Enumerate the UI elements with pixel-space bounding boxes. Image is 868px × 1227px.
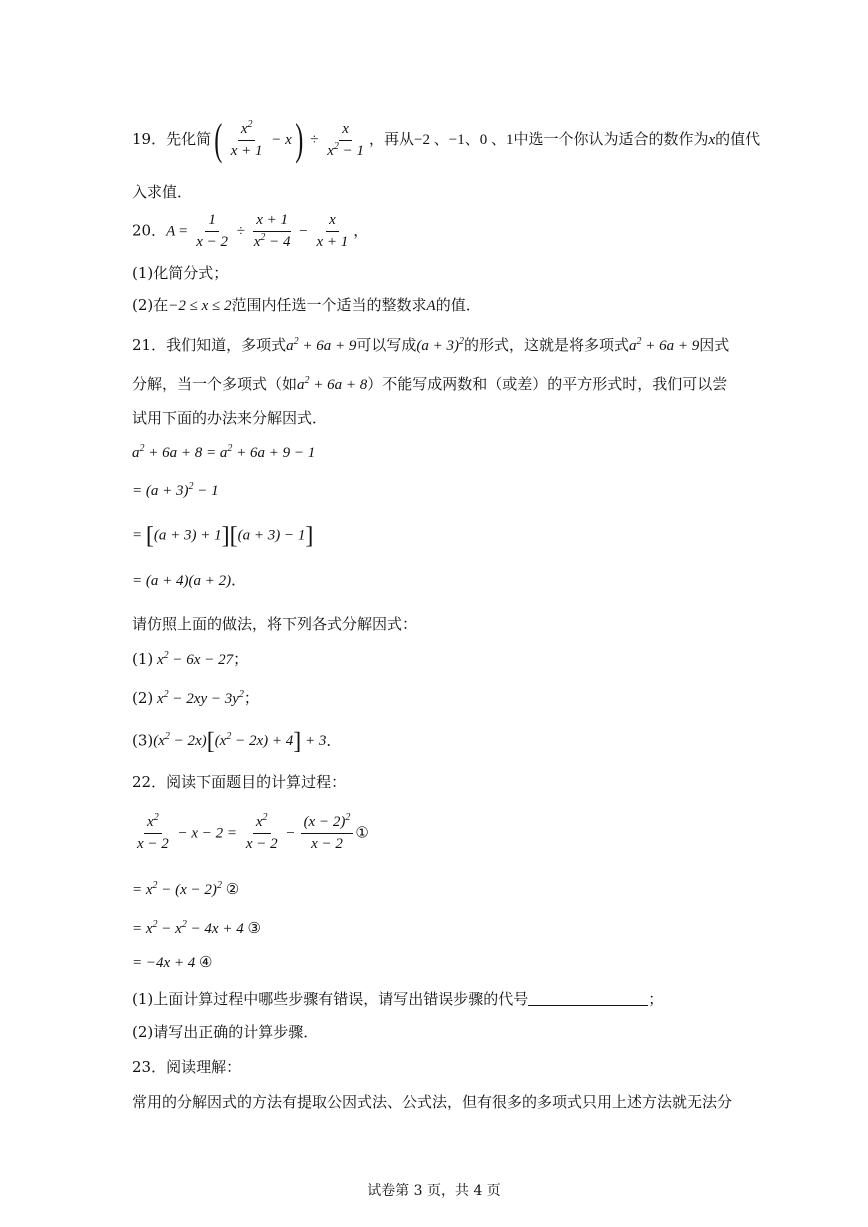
page-footer: 试卷第 3 页，共 4 页 — [367, 1183, 501, 1199]
derivation-step: $\frac{x^2}{x - 2}$ − x − 2 = $\frac{x^2}{x - 2}$ − $\frac{(x - 2)^2}{x - 2}$ ① — [137, 812, 369, 852]
question-number: 21． — [132, 336, 167, 354]
question-19-line2: 入求值． — [132, 183, 193, 201]
question-22-title: 22．阅读下面题目的计算过程： — [132, 773, 347, 791]
question-number: 23． — [132, 1058, 167, 1076]
question-23-line1: 常用的分解因式的方法有提取公因式法、公式法，但有很多的多项式只用上述方法就无法分 — [132, 1093, 733, 1111]
variable: A — [426, 298, 436, 314]
question-23-title: 23．阅读理解： — [132, 1058, 242, 1076]
question-21-part1: (1) $x^2 - 6x - 27$； — [132, 650, 249, 668]
answer-blank[interactable] — [528, 991, 648, 1006]
derivation-step: = $(a + 3)^2 - 1$ — [132, 481, 219, 499]
derivation-step: = (a + 4)(a + 2)． — [132, 573, 247, 589]
derivation-step: = [(a + 3) + 1][(a + 3) − 1] — [132, 523, 314, 549]
question-19-line1: 19．先化简( $\frac{x^2}{x + 1}$ − x) ÷ $\frac{x}{x^2 - 1}$ ，再从−2 、−1、0 、1中选一个你认为适合的数作为x的值代 — [132, 115, 761, 164]
question-22-part2: (2)请写出正确的计算步骤． — [132, 1023, 319, 1041]
question-21-line3: 试用下面的办法来分解因式． — [132, 409, 328, 427]
question-20-expression: 20．A = $\frac{1}{x - 2}$ ÷ $\frac{x + 1}{x^2 - 4}$ − $\frac{x}{x + 1}$ ， — [132, 212, 369, 250]
question-21-line2: 分解，当一个多项式（如$a^2 + 6a + 8$）不能写成两数和（或差）的平方形式时，我们可以尝 — [132, 375, 728, 393]
question-text: 先化简 — [166, 130, 212, 148]
range-expression: −2 ≤ x ≤ 2 — [168, 298, 232, 314]
question-text: 中选一个你认为适合的数作为 — [513, 130, 709, 148]
question-22-part1: (1)上面计算过程中哪些步骤有错误，请写出错误步骤的代号 ； — [132, 990, 664, 1008]
question-20-part2: (2)在−2 ≤ x ≤ 2范围内任选一个适当的整数求A的值． — [132, 296, 481, 314]
question-number: 22． — [132, 773, 167, 791]
question-21-instruction: 请仿照上面的做法，将下列各式分解因式： — [132, 615, 418, 633]
variable: x — [708, 132, 716, 148]
derivation-step: = $x^2 - x^2 - 4x + 4$ ③ — [132, 919, 261, 937]
question-21-part2: (2) $x^2 - 2xy - 3y^2$； — [132, 689, 259, 707]
question-21-line1: 21．我们知道，多项式$a^2 + 6a + 9$可以写成$(a + 3)^2$的形式，这就是将多项式$a^2 + 6a + 9$因式 — [132, 336, 730, 354]
choice-values: −2 、−1、0 、1 — [414, 132, 514, 148]
question-text: ，再从 — [369, 130, 415, 148]
question-text: 的值代 — [715, 130, 761, 148]
derivation-step: = −4x + 4 ④ — [132, 955, 213, 971]
question-20-part1: (1)化简分式； — [132, 264, 229, 282]
derivation-step: = $x^2 - (x - 2)^2$ ② — [132, 880, 240, 898]
question-number: 19． — [132, 130, 167, 148]
question-21-part3: $(3)(x^2 - 2x)[(x^2 - 2x) + 4] + 3$． — [132, 729, 342, 755]
derivation-step: $a^2 + 6a + 8 = a^2 + 6a + 9 - 1$ — [132, 443, 316, 461]
question-number: 20． — [132, 221, 167, 240]
